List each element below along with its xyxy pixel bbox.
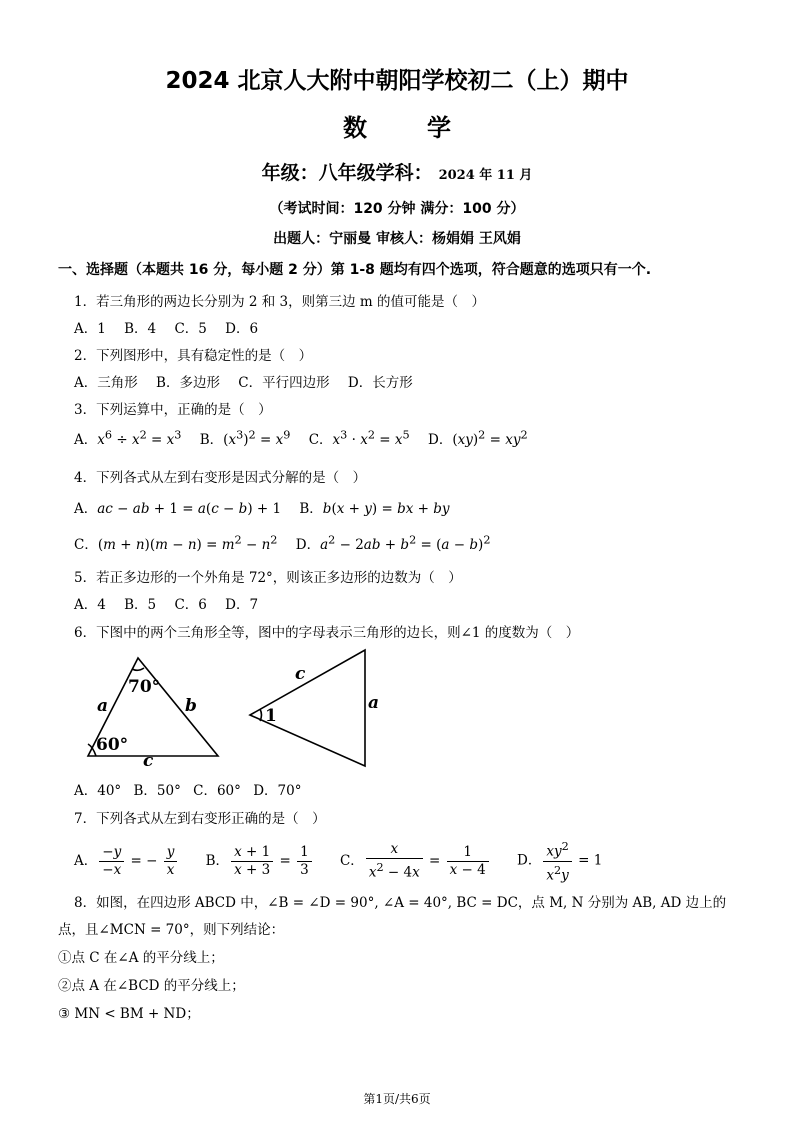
right-angle-arc: [260, 709, 262, 721]
q6-option-c: C．60°: [193, 783, 241, 799]
q2-option-d: D．长方形: [347, 375, 413, 391]
left-bottom-angle-label: 60°: [96, 735, 129, 755]
q7-option-a: A． $\frac{-y}{-x}$ = − $\frac{y}{x}$: [74, 844, 179, 879]
left-top-angle-arc: [132, 668, 144, 670]
q6-option-a: A．40°: [74, 783, 122, 799]
q4-label-a: A．: [74, 501, 98, 517]
q1-option-d: D．6: [225, 321, 259, 337]
q8-conclusion-1: ①点 C 在∠A 的平分线上；: [58, 950, 224, 966]
q8-conclusion-2: ②点 A 在∠BCD 的平分线上；: [58, 978, 245, 994]
exam-date: 2024 年 11 月: [438, 168, 533, 183]
q6-option-b: B．50°: [133, 783, 181, 799]
q5-options: [74, 593, 272, 613]
q4-stem: 4．下列各式从左到右变形是因式分解的是（ ）: [74, 470, 367, 486]
exam-authors: 出题人：宁丽曼 审核人：杨娟娟 王风娟: [273, 231, 521, 247]
q7-option-c: C． $\frac{x}{x^2 - 4x}$ = $\frac{1}{x - 4}$: [340, 841, 491, 882]
q3-label-a: A．: [74, 432, 98, 448]
q4-option-d: D．$a^2 - 2ab + b^2 = (a - b)^2$: [295, 533, 491, 553]
page-footer: 第1页/共6页: [363, 1092, 431, 1106]
q3-stem: 3．下列运算中，正确的是（ ）: [74, 402, 272, 418]
q2-options: [74, 371, 427, 391]
q2-option-a: A．三角形: [74, 375, 138, 391]
q1-option-c: C．5: [174, 321, 207, 337]
q4-label-b: B．: [299, 501, 323, 517]
q3-label-d: D．: [428, 432, 453, 448]
q7-label-c: C．: [339, 852, 364, 869]
exam-title: 2024 北京人大附中朝阳学校初二（上）期中: [165, 68, 629, 94]
left-side-b-label: b: [185, 696, 197, 716]
q4-option-c: C．$(m + n)(m - n) = m^2 - n^2$: [74, 533, 278, 553]
q7-stem: 7．下列各式从左到右变形正确的是（ ）: [74, 811, 326, 827]
q5-option-c: C．6: [174, 597, 207, 613]
q8-stem-line-2: 点，且∠MCN = 70°，则下列结论：: [58, 922, 285, 938]
right-angle-label: 1: [265, 706, 277, 726]
subject-char-2: 学: [427, 114, 451, 142]
right-side-a-label: a: [368, 693, 380, 713]
q1-stem: 1．若三角形的两边长分别为 2 和 3，则第三边 m 的值可能是（ ）: [74, 294, 486, 310]
q4-options-ab: [74, 497, 464, 517]
q4-options-cd: [74, 533, 504, 553]
q7-label-b: B．: [205, 852, 230, 869]
q6-options: [74, 779, 309, 799]
q3-label-c: C．: [308, 432, 333, 448]
q3-option-b: B．$(x^3)^2 = x^9$: [199, 428, 291, 448]
q6-figure: [80, 648, 410, 768]
q4-option-a: A．ac − ab + 1 = a(c − b) + 1: [74, 501, 282, 517]
q7-option-d: D． $\frac{xy^2}{x^2y}$ = 1: [517, 840, 603, 883]
q2-option-c: C．平行四边形: [238, 375, 330, 391]
q3-options: [74, 428, 542, 448]
q7-options: [74, 838, 616, 884]
q1-option-a: A．1: [74, 321, 106, 337]
q1-option-b: B．4: [124, 321, 157, 337]
left-side-a-label: a: [97, 696, 109, 716]
q6-stem: 6．下图中的两个三角形全等，图中的字母表示三角形的边长，则∠1 的度数为（ ）: [74, 625, 580, 641]
grade-label: 年级：八年级学科：: [261, 162, 433, 184]
q2-stem: 2．下列图形中，具有稳定性的是（ ）: [74, 348, 313, 364]
q6-option-d: D．70°: [253, 783, 302, 799]
q1-options: [74, 317, 272, 337]
q7-label-d: D．: [517, 852, 542, 869]
left-side-c-label: c: [143, 751, 154, 768]
q4-label-c: C．: [74, 537, 98, 553]
subject-char-1: 数: [343, 114, 367, 142]
q8-conclusion-3: ③ MN < BM + ND；: [58, 1006, 200, 1022]
q7-label-a: A．: [74, 852, 98, 869]
grade-line: [0, 158, 794, 185]
q5-option-b: B．5: [124, 597, 157, 613]
q4-option-b: B．b(x + y) = bx + by: [299, 501, 450, 517]
q7-option-b: B． $\frac{x + 1}{x + 3}$ = $\frac{1}{3}$: [206, 844, 314, 879]
subject-heading: [0, 108, 794, 143]
right-side-c-label: c: [295, 664, 306, 684]
q3-option-c: C．$x^3 \cdot x^2 = x^5$: [308, 428, 410, 448]
q3-label-b: B．: [199, 432, 224, 448]
q3-option-a: A．$x^6 \div x^2 = x^3$: [74, 428, 182, 448]
left-top-angle-label: 70°: [128, 677, 161, 697]
q2-option-b: B．多边形: [156, 375, 220, 391]
q5-option-d: D．7: [225, 597, 259, 613]
q5-option-a: A．4: [74, 597, 106, 613]
section-1-title: 一、选择题（本题共 16 分，每小题 2 分）第 1-8 题均有四个选项，符合题意的选项只有一个.: [58, 262, 652, 278]
exam-time-info: （考试时间：120 分钟 满分：100 分）: [269, 201, 525, 217]
q4-label-d: D．: [295, 537, 321, 553]
q3-option-d: D．$(xy)^2 = xy^2$: [428, 428, 528, 448]
q8-stem-line-1: 8．如图，在四边形 ABCD 中，∠B = ∠D = 90°, ∠A = 40°, BC = DC，点 M, N 分别为 AB, AD 边上的: [74, 895, 727, 911]
q5-stem: 5．若正多边形的一个外角是 72°，则该正多边形的边数为（ ）: [74, 570, 462, 586]
